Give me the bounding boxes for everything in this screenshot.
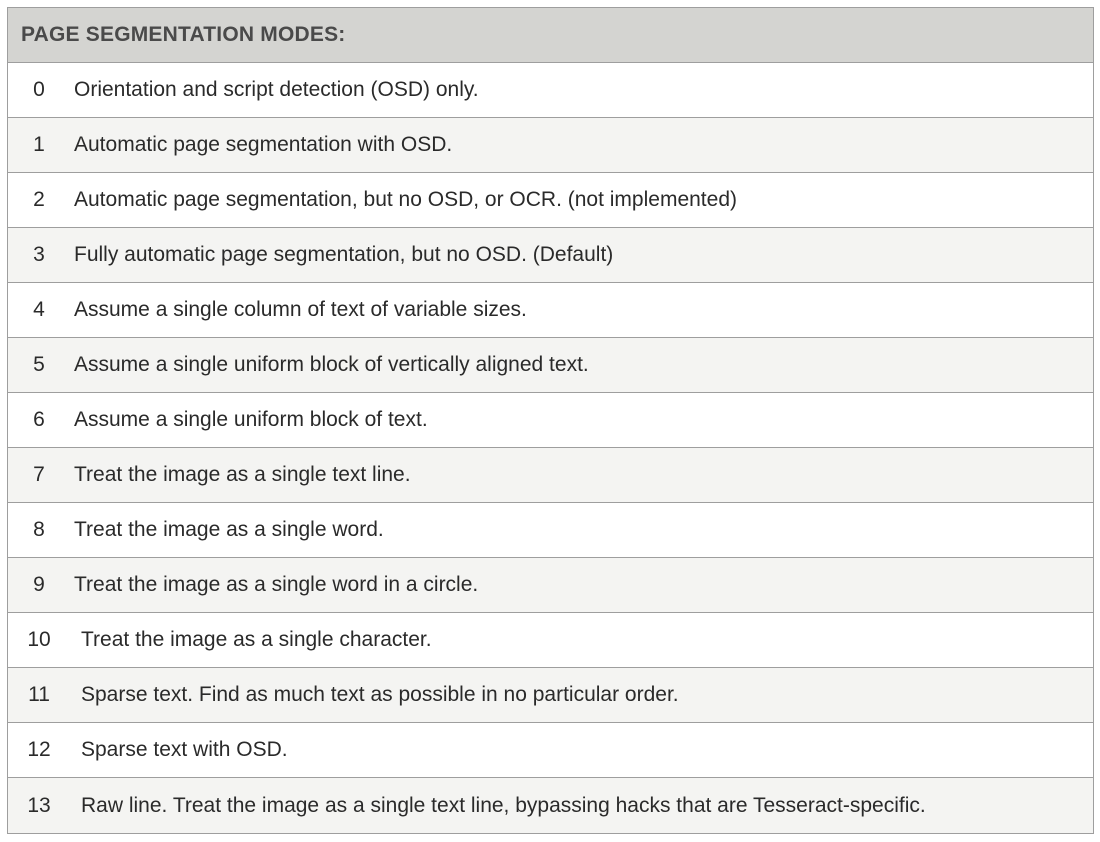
mode-description: Treat the image as a single character. [81, 628, 432, 651]
table-row [8, 228, 1093, 283]
mode-number: 12 [27, 738, 51, 761]
table-row [8, 723, 1093, 778]
table-row [8, 173, 1093, 228]
table-row [8, 338, 1093, 393]
table-row [8, 63, 1093, 118]
page-segmentation-modes-table [7, 7, 1094, 834]
mode-number: 6 [33, 408, 45, 431]
mode-description: Assume a single column of text of variable sizes. [74, 298, 527, 321]
mode-description: Sparse text. Find as much text as possible in no particular order. [81, 683, 679, 706]
mode-description: Assume a single uniform block of vertically aligned text. [74, 353, 589, 376]
mode-description: Sparse text with OSD. [81, 738, 288, 761]
mode-number: 13 [27, 793, 51, 817]
mode-number: 4 [33, 298, 45, 321]
table-row [8, 613, 1093, 668]
table-row [8, 558, 1093, 613]
mode-number: 0 [33, 78, 45, 101]
table-row [8, 283, 1093, 338]
mode-description: Fully automatic page segmentation, but no OSD. (Default) [74, 243, 614, 266]
mode-description: Orientation and script detection (OSD) only. [74, 78, 479, 101]
table-row [8, 503, 1093, 558]
mode-number: 2 [33, 188, 45, 211]
mode-number: 7 [33, 463, 45, 486]
mode-number: 10 [27, 628, 51, 651]
table-header: PAGE SEGMENTATION MODES: [8, 8, 1093, 63]
mode-description: Treat the image as a single text line. [74, 463, 411, 486]
mode-description: Automatic page segmentation with OSD. [74, 133, 453, 156]
mode-description: Treat the image as a single word in a circle. [74, 573, 479, 596]
mode-description: Raw line. Treat the image as a single text line, bypassing hacks that are Tesseract-specific. [81, 793, 926, 817]
mode-number: 1 [33, 133, 45, 156]
mode-description: Treat the image as a single word. [74, 518, 384, 541]
mode-number: 9 [33, 573, 45, 596]
table-row [8, 448, 1093, 503]
mode-number: 3 [33, 243, 45, 266]
mode-description: Assume a single uniform block of text. [74, 408, 428, 431]
mode-number: 8 [33, 518, 45, 541]
mode-number: 11 [28, 683, 50, 706]
mode-number: 5 [33, 353, 45, 376]
table-row [8, 393, 1093, 448]
table-row [8, 778, 1093, 833]
mode-description: Automatic page segmentation, but no OSD, or OCR. (not implemented) [74, 188, 737, 211]
table-row [8, 668, 1093, 723]
table-row [8, 118, 1093, 173]
